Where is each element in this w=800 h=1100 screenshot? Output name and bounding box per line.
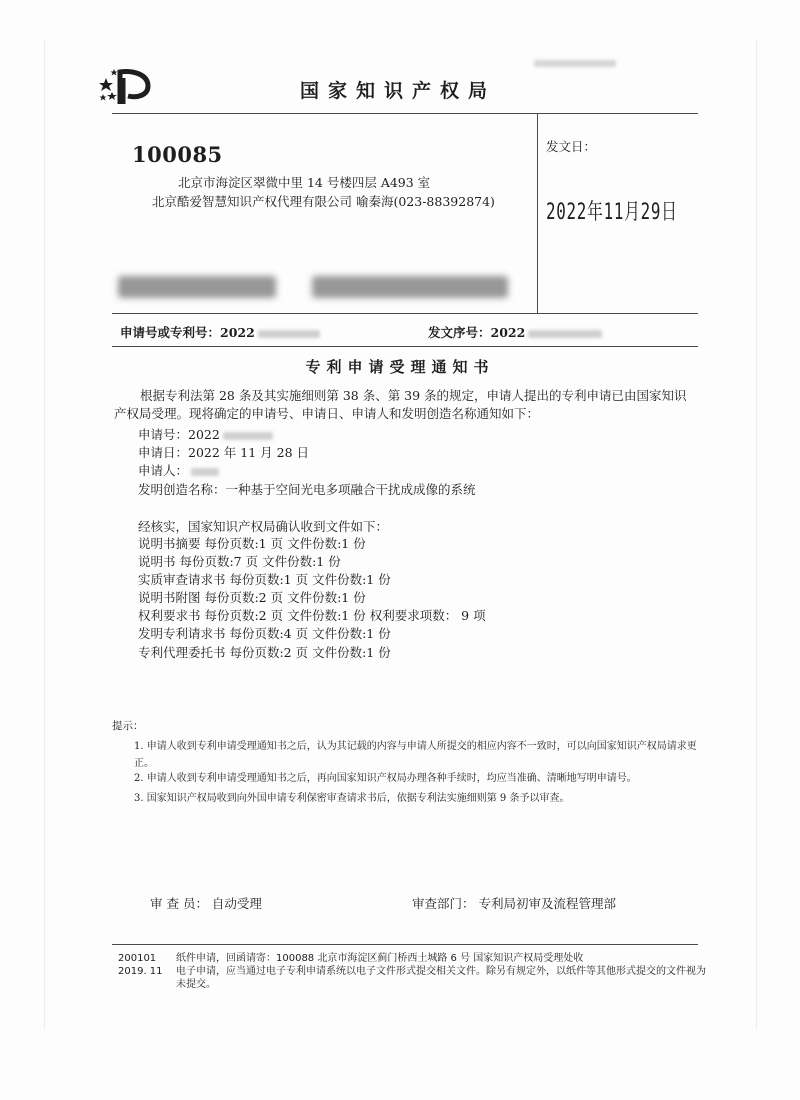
document-item: 实质审查请求书 每份页数:1 页 文件份数:1 份 (138, 572, 391, 587)
application-date-line (138, 443, 309, 461)
tip-item: 2. 申请人收到专利申请受理通知书之后，再向国家知识产权局办理各种手续时，均应当准确、清晰地写明申请号。 (134, 773, 637, 784)
footer-rule (112, 944, 698, 945)
document-item: 说明书 每份页数:7 页 文件份数:1 份 (138, 554, 341, 569)
redacted-number (528, 330, 602, 338)
notice-intro: 根据专利法第 28 条及其实施细则第 38 条、第 39 条的规定，申请人提出的专利申请已由国家知识产权局受理。现将确定的申请号、申请日、申请人和发明创造名称通知如下： (114, 388, 687, 421)
invention-title: 一种基于空间光电多项融合干扰成成像的系统 (225, 482, 476, 497)
app-date-label: 申请日： (138, 445, 189, 460)
document-item: 专利代理委托书 每份页数:2 页 文件份数:1 份 (138, 645, 391, 660)
cnipa-logo-icon (98, 64, 154, 108)
tip-item: 3. 国家知识产权局收到向外国申请专利保密审查请求书后，依据专利法实施细则第 9 条予以审查。 (134, 793, 570, 804)
app-date-value: 2022 年 11 月 28 日 (188, 445, 310, 460)
sending-number-label: 发文序号： (428, 325, 491, 340)
notice-title: 专利申请受理通知书 (305, 358, 495, 376)
document-item: 发明专利请求书 每份页数:4 页 文件份数:1 份 (138, 626, 391, 641)
redacted-recipient (118, 276, 276, 298)
send-date-stamp: 2022年11月29日 (546, 200, 678, 225)
applicant-line (138, 461, 219, 479)
redacted-code (534, 60, 616, 67)
page-edge (44, 40, 45, 1030)
address-line-2: 北京酷爱智慧知识产权代理有限公司 喻秦海(023-88392874) (152, 194, 495, 209)
header-divider (537, 113, 538, 314)
redacted-applicant (191, 468, 219, 476)
tip-item: 1. 申请人收到专利申请受理通知书之后，认为其记载的内容与申请人所提交的相应内容不一致时，可以向国家知识产权局请求更正。 (134, 741, 697, 769)
send-date-label: 发文日： (546, 139, 597, 154)
footer-text (176, 952, 706, 991)
document-item: 说明书摘要 每份页数:1 页 文件份数:1 份 (138, 536, 366, 551)
app-no-label: 申请号： (138, 427, 189, 442)
document-item: 权利要求书 每份页数:2 页 文件份数:1 份 权利要求项数： 9 项 (138, 608, 486, 623)
application-number-line (138, 425, 273, 443)
form-code: 200101 (118, 953, 157, 964)
footer-paper-line: 纸件申请，回函请寄：100088 北京市海淀区蓟门桥西土城路 6 号 国家知识产权局受理处收 (176, 953, 584, 964)
review-department: 审查部门： 专利局初审及流程管理部 (412, 896, 616, 911)
document-item: 说明书附图 每份页数:2 页 文件份数:1 份 (138, 590, 366, 605)
app-no-prefix: 2022 (188, 427, 220, 442)
invention-line (138, 480, 476, 498)
tips-title: 提示： (112, 720, 144, 732)
redacted-number (258, 330, 320, 338)
application-number-prefix: 2022 (220, 325, 255, 340)
applicant-label: 申请人： (138, 463, 189, 478)
confirm-text: 经核实，国家知识产权局确认收到文件如下： (138, 519, 389, 534)
form-version: 2019. 11 (118, 966, 163, 977)
postcode: 100085 (132, 142, 223, 167)
number-rule (112, 346, 698, 347)
address-rule (112, 313, 698, 314)
application-number-row (120, 323, 320, 341)
application-number-label: 申请号或专利号： (120, 325, 221, 340)
sending-number-prefix: 2022 (490, 325, 526, 340)
redacted-number (223, 432, 273, 440)
page-edge (756, 40, 757, 1030)
header-rule (112, 113, 698, 114)
redacted-recipient (312, 276, 508, 298)
sending-number-row (428, 323, 602, 341)
address-line-1: 北京市海淀区翠微中里 14 号楼四层 A493 室 (178, 175, 431, 190)
office-name: 国家知识产权局 (300, 80, 497, 102)
reviewer: 审 查 员： 自动受理 (150, 896, 262, 911)
invention-label: 发明创造名称： (138, 482, 226, 497)
footer-electronic-line: 电子申请，应当通过电子专利申请系统以电子文件形式提交相关文件。除另有规定外，以纸件等其他形式提交的文件视为未提交。 (176, 966, 706, 990)
